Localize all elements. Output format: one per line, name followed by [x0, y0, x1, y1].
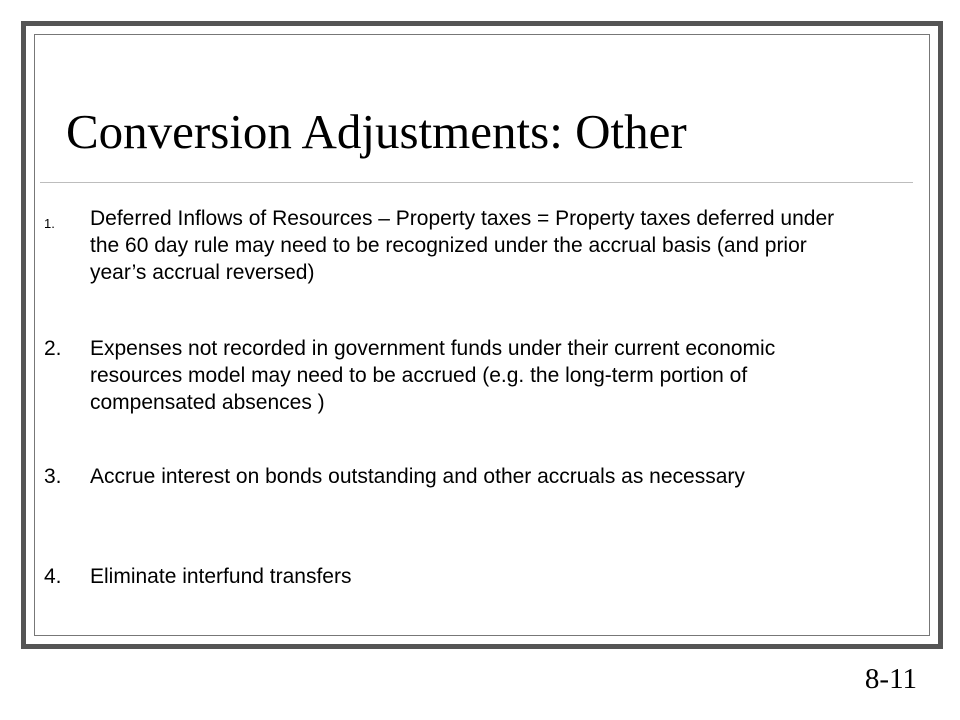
- list-item-number: 3.: [44, 465, 62, 488]
- list-item-number: 2.: [44, 337, 62, 360]
- list-item-text: Eliminate interfund transfers: [90, 565, 352, 588]
- list-item-number: 4.: [44, 565, 62, 588]
- list-item-3: [44, 463, 864, 490]
- list-item-text: Deferred Inflows of Resources – Property taxes = Property taxes deferred under the 60 day rule may need to be recognized under the accrual basis (and prior year’s accrual reversed): [90, 207, 835, 284]
- list-item-text: Accrue interest on bonds outstanding and other accruals as necessary: [90, 465, 745, 488]
- list-item-1: [44, 205, 864, 286]
- list-item-4: [44, 563, 864, 590]
- title-divider: [40, 182, 913, 183]
- list-item-text: Expenses not recorded in government funds under their current economic resources model may need to be accrued (e.g. the long-term portion of compensated absences ): [90, 337, 776, 414]
- slide-title: Conversion Adjustments: Other: [66, 104, 687, 159]
- slide-number: 8-11: [864, 663, 917, 695]
- list-item-2: [44, 335, 864, 416]
- list-item-number: 1.: [44, 216, 55, 231]
